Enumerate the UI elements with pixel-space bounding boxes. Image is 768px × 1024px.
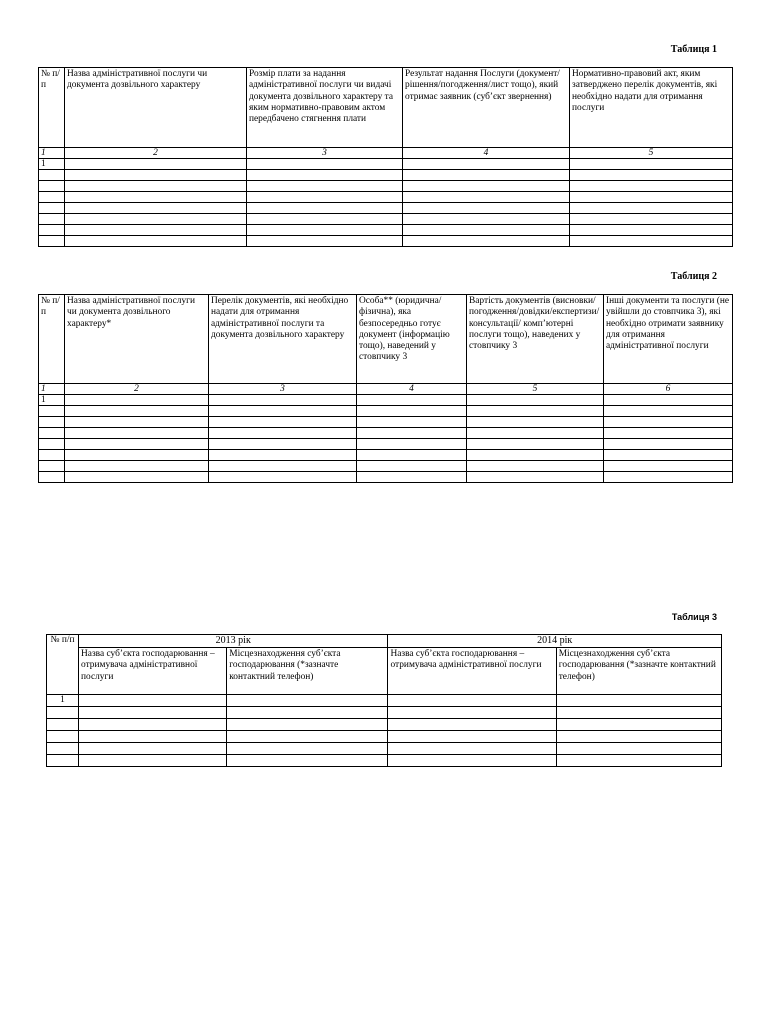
table-row [39, 181, 733, 192]
table-row [47, 707, 722, 719]
t2-colnum-4: 4 [357, 384, 467, 395]
table-row [39, 170, 733, 181]
table-row [39, 159, 733, 170]
table-3 [46, 634, 722, 767]
t1-header-result: Результат надання Послуги (документ/рішення/погодження/лист тощо), який отримає заявник (суб’єкт звернення) [403, 68, 570, 148]
t2-header-other-documents: Інші документи та послуги (не увійшли до стовпчика 3), які необхідно отримати заявнику для отримання адміністративної послуги [604, 295, 733, 384]
table-row [47, 719, 722, 731]
table-row [39, 461, 733, 472]
table-row [39, 417, 733, 428]
table-1 [38, 67, 733, 247]
table-row [47, 695, 722, 707]
t2-row-number: 1 [39, 395, 65, 406]
table3-caption: Таблиця 3 [671, 612, 717, 622]
table-row [39, 225, 733, 236]
table-2 [38, 294, 733, 483]
table-row [39, 203, 733, 214]
table-row [47, 743, 722, 755]
t2-colnum-2: 2 [65, 384, 209, 395]
table-row [39, 472, 733, 483]
table-row [39, 406, 733, 417]
t3-header-location-2014: Місцезнаходження суб’єкта господарювання (*зазначте контактний телефон) [556, 648, 721, 695]
table-row [39, 236, 733, 247]
t2-colnum-6: 6 [604, 384, 733, 395]
t3-header-year-2013: 2013 рік [79, 635, 388, 648]
t3-row-number: 1 [47, 695, 79, 707]
t3-header-name-2014: Назва суб’єкта господарювання – отримувача адміністративної послуги [388, 648, 556, 695]
table-row [39, 395, 733, 406]
t1-colnum-4: 4 [403, 148, 570, 159]
t2-header-service-name: Назва адміністративної послуги чи документа дозвільного характеру* [65, 295, 209, 384]
t2-header-documents: Перелік документів, які необхідно надати для отримання адміністративної послуги та документа дозвільного характеру [209, 295, 357, 384]
t1-colnum-3: 3 [247, 148, 403, 159]
t2-header-num: № п/п [39, 295, 65, 384]
t2-colnum-3: 3 [209, 384, 357, 395]
t2-header-person: Особа** (юридична/фізична), яка безпосередньо готує документ (інформацію тощо), наведений у стовпчику 3 [357, 295, 467, 384]
t3-header-year-2014: 2014 рік [388, 635, 722, 648]
t1-header-legal-act: Нормативно-правовий акт, яким затверджено перелік документів, які необхідно надати для отримання послуги [570, 68, 733, 148]
t3-header-name-2013: Назва суб’єкта господарювання – отримувача адміністративної послуги [79, 648, 227, 695]
t1-header-fee: Розмір плати за надання адміністративної послуги чи видачі документа дозвільного характеру та яким нормативно-правовим актом передбачено стягнення плати [247, 68, 403, 148]
t1-colnum-1: 1 [39, 148, 65, 159]
t1-header-service-name: Назва адміністративної послуги чи документа дозвільного характеру [65, 68, 247, 148]
table2-caption: Таблиця 2 [670, 271, 717, 282]
t3-header-location-2013: Місцезнаходження суб’єкта господарювання (*зазначте контактний телефон) [227, 648, 388, 695]
t1-row-number: 1 [39, 159, 65, 170]
t1-colnum-5: 5 [570, 148, 733, 159]
table-row [39, 450, 733, 461]
t1-header-num: № п/п [39, 68, 65, 148]
table-row [47, 731, 722, 743]
t2-colnum-5: 5 [467, 384, 604, 395]
t2-header-cost: Вартість документів (висновки/погодження/довідки/експертизи/консультації/ комп’ютерні послуги тощо), наведених у стовпчику 3 [467, 295, 604, 384]
table-row [39, 192, 733, 203]
table1-caption: Таблиця 1 [670, 44, 717, 55]
table-row [39, 214, 733, 225]
t2-colnum-1: 1 [39, 384, 65, 395]
t1-colnum-2: 2 [65, 148, 247, 159]
table-row [39, 428, 733, 439]
table-row [47, 755, 722, 767]
table-row [39, 439, 733, 450]
t3-header-num: № п/п [47, 635, 79, 695]
